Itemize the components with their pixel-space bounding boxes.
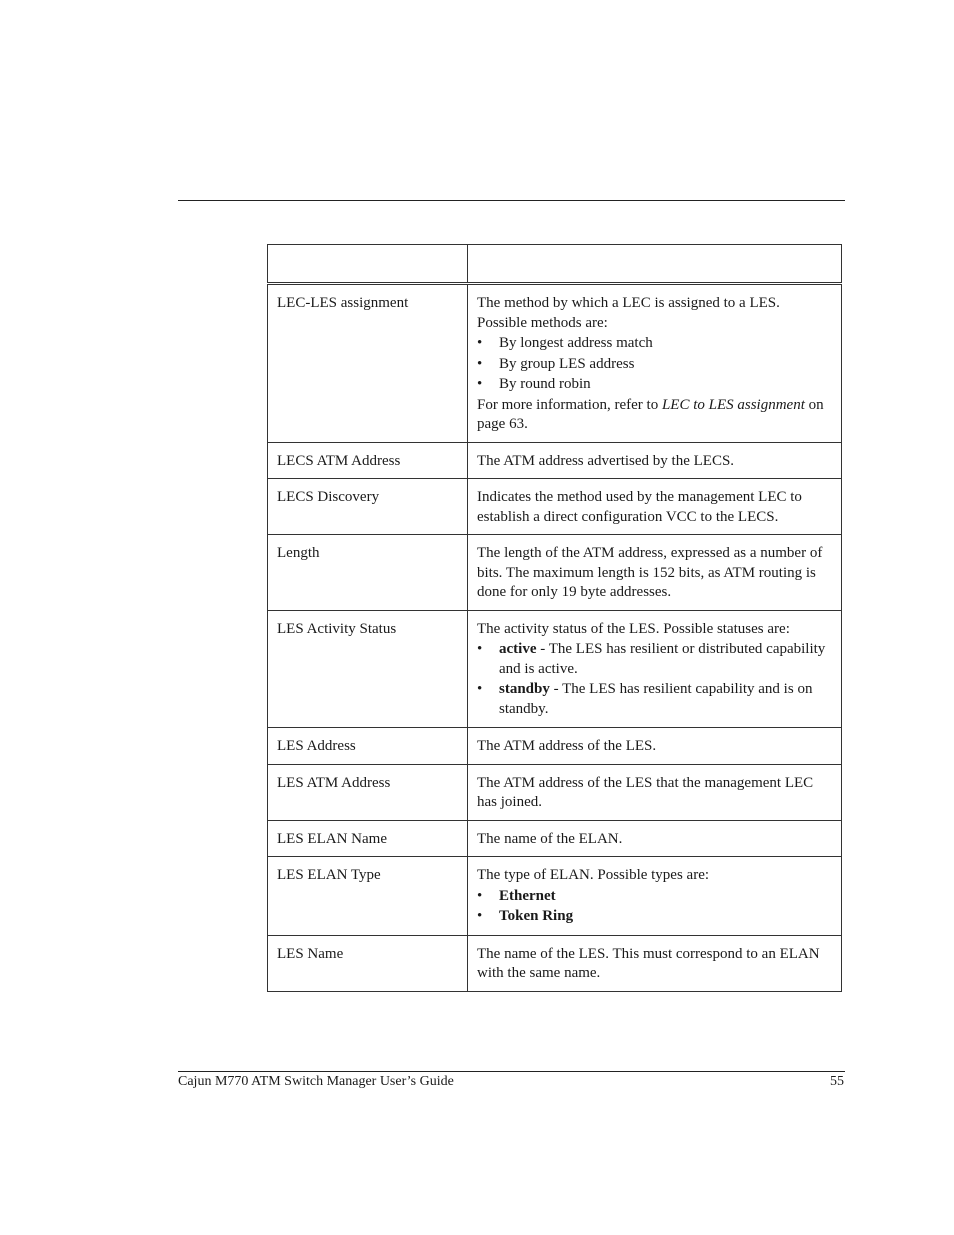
- outro-suffix: on page 63.: [477, 396, 824, 432]
- table-row: [268, 857, 842, 936]
- header-rule: [178, 200, 845, 201]
- table-row: [268, 610, 842, 728]
- footer-page-number: 55: [830, 1074, 844, 1089]
- bullet-item: [477, 334, 833, 354]
- bullet-item: [477, 680, 833, 719]
- description-cell: The length of the ATM address, expressed as a number of bits. The maximum length is 152 bits, as ATM routing is done for only 19 byte addresses.: [468, 535, 842, 611]
- bullet-keyword: active: [499, 641, 537, 657]
- description-outro: [477, 396, 833, 435]
- term-cell: Length: [268, 535, 468, 611]
- header-term-cell: [268, 245, 468, 284]
- footer-document-title: Cajun M770 ATM Switch Manager User’s Guide: [178, 1074, 454, 1089]
- table-row: [268, 479, 842, 535]
- bullet-item: [477, 887, 833, 907]
- bullet-keyword: standby: [499, 681, 550, 697]
- bullet-text: - The LES has resilient capability and is on standby.: [499, 681, 813, 717]
- table-row: [268, 935, 842, 991]
- description-cell: [468, 857, 842, 936]
- bullet-item: [477, 355, 833, 375]
- description-cell: [468, 284, 842, 443]
- table-row: [268, 728, 842, 765]
- bullet-list: [477, 334, 833, 395]
- bullet-list: [477, 640, 833, 719]
- bullet-item: [477, 640, 833, 679]
- description-cell: The name of the ELAN.: [468, 820, 842, 857]
- description-intro: The activity status of the LES. Possible statuses are:: [477, 620, 790, 637]
- bullet-text: By group LES address: [499, 355, 635, 372]
- term-cell: LES ATM Address: [268, 764, 468, 820]
- term-cell: LECS ATM Address: [268, 442, 468, 479]
- footer-rule: [178, 1071, 845, 1072]
- table-row: [268, 820, 842, 857]
- cross-reference-link[interactable]: LEC to LES assignment: [661, 396, 805, 413]
- description-cell: The name of the LES. This must correspond to an ELAN with the same name.: [468, 935, 842, 991]
- glossary-table: [267, 244, 842, 992]
- description-cell: [468, 610, 842, 728]
- description-cell: The ATM address of the LES that the management LEC has joined.: [468, 764, 842, 820]
- term-cell: LES Name: [268, 935, 468, 991]
- term-cell: LES ELAN Type: [268, 857, 468, 936]
- bullet-keyword: Ethernet: [499, 887, 556, 904]
- table-row: [268, 535, 842, 611]
- term-cell: LEC-LES assignment: [268, 284, 468, 443]
- bullet-text: By longest address match: [499, 335, 653, 351]
- description-cell: The ATM address of the LES.: [468, 728, 842, 765]
- description-intro: The method by which a LEC is assigned to a LES. Possible methods are:: [477, 295, 780, 331]
- description-cell: Indicates the method used by the management LEC to establish a direct configuration VCC to the LECS.: [468, 479, 842, 535]
- bullet-item: [477, 375, 833, 395]
- header-description-cell: [468, 245, 842, 284]
- bullet-list: [477, 887, 833, 927]
- table-row: [268, 284, 842, 443]
- table-row: [268, 442, 842, 479]
- table-header-row: [268, 245, 842, 284]
- term-cell: LECS Discovery: [268, 479, 468, 535]
- bullet-text: By round robin: [499, 376, 591, 392]
- term-cell: LES ELAN Name: [268, 820, 468, 857]
- term-cell: LES Address: [268, 728, 468, 765]
- bullet-keyword: Token Ring: [499, 908, 574, 924]
- table-row: [268, 764, 842, 820]
- bullet-item: [477, 907, 833, 927]
- description-cell: The ATM address advertised by the LECS.: [468, 442, 842, 479]
- description-intro: The type of ELAN. Possible types are:: [477, 867, 710, 883]
- bullet-text: - The LES has resilient or distributed capability and is active.: [499, 641, 826, 677]
- term-cell: LES Activity Status: [268, 610, 468, 728]
- outro-prefix: For more information, refer to: [477, 396, 662, 413]
